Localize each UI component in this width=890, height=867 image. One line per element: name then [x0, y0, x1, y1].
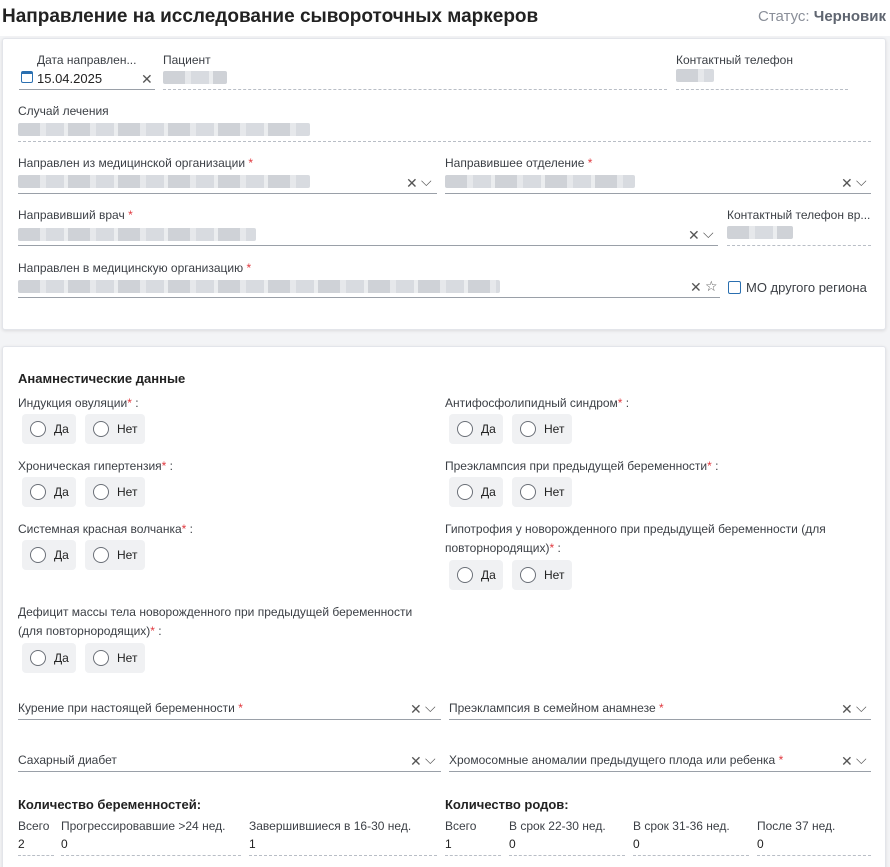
doctor-value — [18, 228, 256, 241]
doctor-phone-label: Контактный телефон вр... — [727, 208, 871, 222]
section-title: Анамнестические данные — [18, 371, 186, 386]
field-underline — [18, 855, 54, 856]
radio-label: Да — [54, 485, 69, 499]
field-underline — [509, 855, 625, 856]
pregnancies-progressed-label: Прогрессировавшие >24 нед. — [61, 819, 226, 833]
patient-underline — [163, 89, 667, 90]
radio-label: Да — [481, 485, 496, 499]
lupus-no-radio[interactable] — [85, 540, 145, 570]
radio-circle — [520, 421, 536, 437]
pregnancies-ended-label: Завершившиеся в 16-30 нед. — [249, 819, 412, 833]
radio-circle — [30, 650, 46, 666]
radio-circle — [93, 484, 109, 500]
case-label: Случай лечения — [18, 104, 109, 118]
patient-value — [163, 71, 227, 84]
question-hypotrophy: Гипотрофия у новорожденного при предыдущей беременности (для повторнородящих)* : — [445, 522, 826, 555]
deficit-no-radio[interactable] — [85, 643, 145, 673]
page-header — [0, 0, 890, 36]
births-w22-field[interactable]: 0 — [509, 837, 516, 851]
to-org-value — [18, 280, 500, 293]
anamnesis-card — [2, 346, 886, 867]
date-underline — [19, 89, 155, 90]
question-preeclampsia-prev: Преэклампсия при предыдущей беременности* : — [445, 459, 719, 473]
close-icon[interactable]: ✕ — [841, 175, 853, 191]
radio-label: Нет — [544, 422, 565, 436]
radio-circle — [30, 484, 46, 500]
close-icon[interactable]: ✕ — [688, 227, 700, 243]
births-after37-label: После 37 нед. — [757, 819, 836, 833]
field-underline — [445, 855, 501, 856]
doctor-phone-underline — [727, 245, 871, 246]
radio-circle — [30, 421, 46, 437]
births-w22-label: В срок 22-30 нед. — [509, 819, 606, 833]
radio-label: Да — [54, 548, 69, 562]
close-icon[interactable]: ✕ — [406, 175, 418, 191]
ovulation-no-radio[interactable] — [85, 414, 145, 444]
births-title: Количество родов: — [445, 797, 569, 812]
doctor-phone-value — [727, 226, 793, 239]
field-underline — [249, 855, 437, 856]
radio-label: Нет — [117, 651, 138, 665]
preeclampsia-prev-yes-radio[interactable] — [449, 477, 503, 507]
radio-circle — [457, 567, 473, 583]
radio-circle — [93, 421, 109, 437]
radio-circle — [93, 650, 109, 666]
chromosome-label: Хромосомные аномалии предыдущего плода или ребенка * — [449, 753, 784, 767]
close-icon[interactable]: ✕ — [410, 701, 422, 717]
pregnancies-total-field[interactable]: 2 — [18, 837, 25, 851]
births-total-field[interactable]: 1 — [445, 837, 452, 851]
pregnancies-progressed-field[interactable]: 0 — [61, 837, 68, 851]
diabetes-label: Сахарный диабет — [18, 753, 117, 767]
to-org-select[interactable] — [18, 297, 720, 298]
ovulation-yes-radio[interactable] — [22, 414, 76, 444]
pregnancies-total-label: Всего — [18, 819, 50, 833]
field-underline — [757, 855, 871, 856]
radio-label: Нет — [544, 485, 565, 499]
hypertension-yes-radio[interactable] — [22, 477, 76, 507]
pregnancies-title: Количество беременностей: — [18, 797, 202, 812]
preeclampsia-family-select[interactable] — [449, 719, 871, 720]
radio-circle — [520, 567, 536, 583]
radio-circle — [93, 547, 109, 563]
births-after37-field[interactable]: 0 — [757, 837, 764, 851]
antiphospholipid-yes-radio[interactable] — [449, 414, 503, 444]
close-icon[interactable]: ✕ — [410, 753, 422, 769]
radio-circle — [457, 484, 473, 500]
births-w31-label: В срок 31-36 нед. — [633, 819, 730, 833]
births-total-label: Всего — [445, 819, 477, 833]
radio-circle — [30, 547, 46, 563]
chromosome-select[interactable] — [449, 771, 871, 772]
doctor-label: Направивший врач * — [18, 208, 133, 222]
chevron-down-icon[interactable]: ⌵ — [856, 699, 867, 715]
chevron-down-icon[interactable]: ⌵ — [856, 751, 867, 767]
question-hypertension: Хроническая гипертензия* : — [18, 459, 173, 473]
radio-label: Нет — [117, 422, 138, 436]
date-label: Дата направлен... — [37, 53, 137, 67]
smoking-select[interactable] — [18, 719, 441, 720]
close-icon[interactable]: ✕ — [841, 753, 853, 769]
pregnancies-ended-field[interactable]: 1 — [249, 837, 256, 851]
chevron-down-icon[interactable]: ⌵ — [703, 225, 714, 241]
radio-circle — [457, 421, 473, 437]
patient-label: Пациент — [163, 53, 211, 67]
other-region-label: МО другого региона — [746, 280, 867, 295]
other-region-checkbox[interactable] — [728, 281, 741, 294]
antiphospholipid-no-radio[interactable] — [512, 414, 572, 444]
hypertension-no-radio[interactable] — [85, 477, 145, 507]
question-antiphospholipid: Антифосфолипидный синдром* : — [445, 396, 630, 410]
radio-circle — [520, 484, 536, 500]
case-underline — [18, 141, 871, 142]
phone-label: Контактный телефон — [676, 53, 793, 67]
status-value: Черновик — [813, 8, 886, 25]
chevron-down-icon[interactable]: ⌵ — [856, 173, 867, 189]
referral-info-card — [2, 38, 886, 330]
radio-label: Да — [54, 422, 69, 436]
diabetes-select[interactable] — [18, 771, 441, 772]
star-icon[interactable]: ☆ — [705, 278, 718, 294]
status-label: Статус: — [758, 8, 810, 25]
radio-label: Нет — [544, 568, 565, 582]
preeclampsia-prev-no-radio[interactable] — [512, 477, 572, 507]
question-deficit: Дефицит массы тела новорожденного при предыдущей беременности (для повторнородящих)* : — [18, 605, 413, 638]
question-ovulation: Индукция овуляции* : — [18, 396, 139, 410]
hypotrophy-yes-radio[interactable] — [449, 560, 503, 590]
field-underline — [633, 855, 749, 856]
radio-label: Да — [481, 568, 496, 582]
close-icon[interactable]: ✕ — [690, 279, 702, 295]
chevron-down-icon[interactable]: ⌵ — [421, 173, 432, 189]
phone-value — [676, 69, 714, 82]
deficit-yes-radio[interactable] — [22, 643, 76, 673]
close-icon[interactable]: ✕ — [841, 701, 853, 717]
smoking-label: Курение при настоящей беременности * — [18, 701, 243, 715]
date-field[interactable]: 15.04.2025 — [37, 71, 103, 86]
preeclampsia-family-label: Преэклампсия в семейном анамнезе * — [449, 701, 664, 715]
dept-select[interactable] — [445, 193, 871, 194]
dept-value — [445, 175, 635, 188]
hypotrophy-no-radio[interactable] — [512, 560, 572, 590]
chevron-down-icon[interactable]: ⌵ — [425, 699, 436, 715]
radio-label: Нет — [117, 548, 138, 562]
from-org-select[interactable] — [18, 193, 437, 194]
from-org-label: Направлен из медицинской организации * — [18, 156, 254, 170]
case-value — [18, 123, 310, 136]
question-lupus: Системная красная волчанка* : — [18, 522, 193, 536]
status-badge — [758, 8, 886, 25]
page-title: Направление на исследование сывороточных маркеров — [2, 6, 539, 27]
chevron-down-icon[interactable]: ⌵ — [425, 751, 436, 767]
dept-label: Направившее отделение * — [445, 156, 593, 170]
radio-label: Нет — [117, 485, 138, 499]
births-w31-field[interactable]: 0 — [633, 837, 640, 851]
doctor-select[interactable] — [18, 245, 718, 246]
from-org-value — [18, 175, 310, 188]
phone-underline — [676, 89, 848, 90]
field-underline — [61, 855, 241, 856]
radio-label: Да — [54, 651, 69, 665]
to-org-label: Направлен в медицинскую организацию * — [18, 261, 252, 275]
radio-label: Да — [481, 422, 496, 436]
lupus-yes-radio[interactable] — [22, 540, 76, 570]
close-icon[interactable]: ✕ — [141, 71, 153, 87]
calendar-icon[interactable] — [21, 71, 33, 83]
